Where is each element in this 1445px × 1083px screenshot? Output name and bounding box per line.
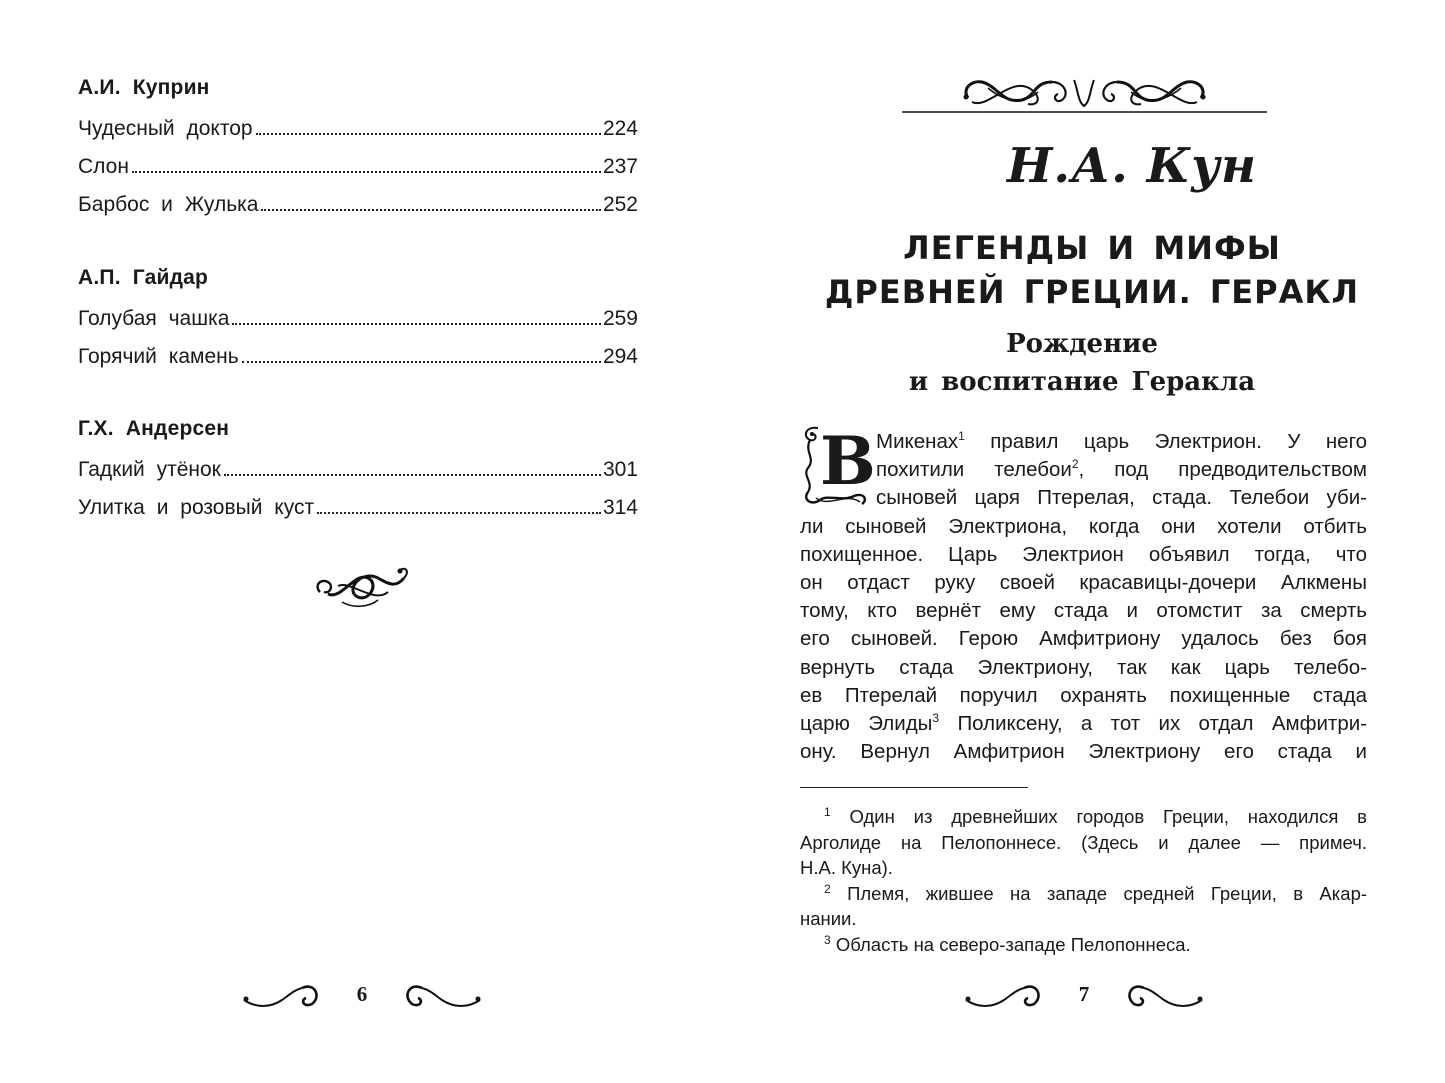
body-line-text: , под предводительством: [1078, 458, 1367, 482]
footnote-text: Племя, жившее на западе средней Греции, в Акар-: [847, 882, 1368, 904]
toc-section-gaidar: [78, 266, 638, 376]
toc-author: Г.Х. Андерсен: [78, 417, 230, 440]
body-line: вернуть стада Электриону, так как царь телебо-: [800, 655, 1367, 679]
footnote-mark: 3: [824, 932, 831, 947]
body-line: его сыновей. Герою Амфитриону удалось без боя: [800, 627, 1367, 651]
footnote-ref[interactable]: 1: [958, 429, 965, 444]
toc-entry-page: 259: [602, 307, 638, 330]
footnote-line: [800, 932, 1367, 958]
toc-entry-title: Слон: [78, 155, 129, 178]
toc-author: А.И. Куприн: [78, 76, 210, 99]
toc-entry-title: Горячий камень: [78, 345, 239, 368]
body-line-text: царю Элиды: [800, 711, 933, 735]
right-page: [722, 0, 1445, 1083]
chapter-title-line: и воспитание Геракла: [908, 367, 1256, 397]
toc-entry[interactable]: [78, 489, 638, 527]
toc-entry[interactable]: [78, 148, 638, 186]
author-heading: Н.А. Кун: [1007, 138, 1257, 194]
footnote-mark: 2: [824, 881, 831, 896]
body-line: ону. Вернул Амфитрион Электриону его стада и: [800, 740, 1367, 764]
toc-entry-page: 294: [602, 345, 638, 368]
page-number: 6: [356, 982, 368, 1006]
toc-entry-title: Голубая чашка: [78, 307, 230, 330]
toc-entry-page: 252: [602, 193, 638, 216]
toc-entry[interactable]: [78, 300, 638, 338]
work-title-line: ДРЕВНЕЙ ГРЕЦИИ. ГЕРАКЛ: [824, 273, 1360, 311]
toc-entry-title: Улитка и розовый куст: [78, 496, 315, 519]
page-number: 7: [1078, 982, 1090, 1006]
footnote-ref[interactable]: 3: [932, 711, 940, 726]
body-line: сыновей царя Птерелая, стада. Телебои уби-: [876, 486, 1367, 510]
body-line: похищенное. Царь Электрион объявил тогда, что: [800, 542, 1367, 566]
body-line: [876, 428, 1367, 456]
work-title-line: ЛЕГЕНДЫ И МИФЫ: [903, 229, 1281, 267]
toc-entry-title: Чудесный доктор: [78, 117, 253, 140]
toc-entry-page: 237: [602, 155, 638, 178]
flourish-ornament-icon: [312, 564, 412, 614]
toc-leader-dots: [132, 171, 601, 173]
toc-entry-page: 224: [602, 117, 638, 140]
work-title: [812, 226, 1372, 314]
toc-leader-dots: [256, 133, 601, 135]
folio-flourish-right-icon: [402, 978, 482, 1014]
drop-cap-letter: В: [820, 422, 876, 500]
body-line-text: Микенах: [876, 430, 959, 453]
toc-leader-dots: [232, 323, 601, 325]
toc-entry[interactable]: [78, 338, 638, 376]
footnote-line: Арголиде на Пелопоннесе. (Здесь и далее — примеч.: [800, 831, 1367, 853]
header-flourish-ornament-icon: [902, 70, 1267, 116]
toc-entry[interactable]: [78, 451, 638, 489]
body-line: [800, 710, 1367, 738]
toc-entry[interactable]: [78, 186, 638, 224]
chapter-title-line: Рождение: [1006, 329, 1158, 359]
footnote-ref[interactable]: 2: [1071, 457, 1079, 472]
body-line: тому, кто вернёт ему стада и отомстит за смерть: [800, 599, 1367, 623]
body-line: ев Птерелай поручил охранять похищенные стада: [800, 683, 1367, 707]
page-number-footer: [964, 978, 1204, 1014]
body-text: [800, 428, 1367, 766]
footnote-line: [800, 881, 1367, 907]
toc-entry[interactable]: [78, 110, 638, 148]
toc-leader-dots: [242, 361, 601, 363]
toc-entry-page: 314: [602, 496, 638, 519]
footnote-line: нании.: [800, 908, 857, 929]
footnotes: [800, 804, 1367, 957]
left-page: [0, 0, 722, 1083]
toc-author: А.П. Гайдар: [78, 266, 209, 289]
toc-section-kuprin: [78, 76, 638, 224]
body-line: [876, 456, 1367, 484]
footnote-line: Н.А. Куна).: [800, 857, 893, 878]
body-line: ли сыновей Электриона, когда они хотели отбить: [800, 514, 1367, 538]
chapter-title: [842, 325, 1322, 401]
toc-entry-title: Гадкий утёнок: [78, 458, 221, 481]
body-line: он отдаст руку своей красавицы-дочери Алкмены: [800, 570, 1367, 594]
footnote-mark: 1: [824, 804, 831, 819]
footnote-text: Область на северо-западе Пелопоннеса.: [835, 933, 1191, 955]
toc-leader-dots: [317, 512, 601, 514]
body-line-text: похитили телебои: [876, 458, 1072, 482]
toc-leader-dots: [224, 474, 601, 476]
page-number-footer: [242, 978, 482, 1014]
toc-entry-page: 301: [602, 458, 638, 481]
body-line-text: правил царь Электрион. У него: [964, 430, 1367, 453]
folio-flourish-right-icon: [1124, 978, 1204, 1014]
footnote-line: [800, 804, 1367, 830]
toc-section-andersen: [78, 417, 638, 527]
toc-leader-dots: [261, 209, 600, 211]
body-line-text: Поликсену, а тот их отдал Амфитри-: [939, 711, 1367, 735]
footnote-divider: [800, 787, 1028, 788]
toc-entry-title: Барбос и Жулька: [78, 193, 259, 216]
footnote-text: Один из древнейших городов Греции, находился в: [849, 806, 1367, 827]
